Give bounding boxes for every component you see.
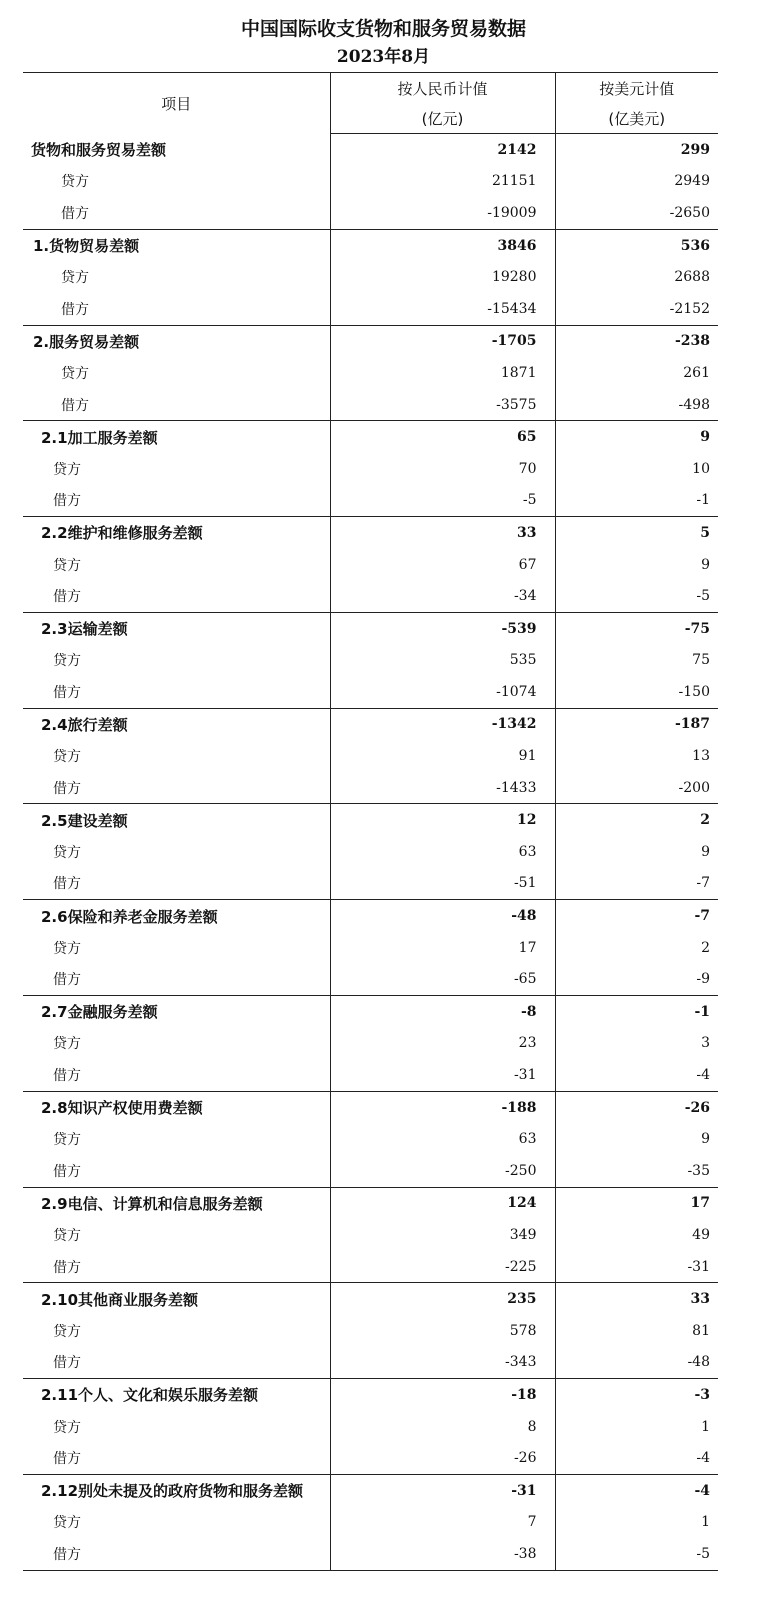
row-label: 2.3运输差额 [23, 612, 330, 644]
rmb-value: 19280 [330, 261, 555, 293]
rmb-value: -8 [330, 996, 555, 1028]
table-row-total [23, 612, 718, 644]
rmb-value: 67 [330, 549, 555, 581]
rmb-value: -18 [330, 1379, 555, 1411]
table-row-credit [23, 1315, 718, 1347]
usd-value: -9 [555, 963, 718, 995]
rmb-value: 535 [330, 645, 555, 677]
table-row-total [23, 1283, 718, 1315]
rmb-value: 578 [330, 1315, 555, 1347]
rmb-value: -48 [330, 900, 555, 932]
row-label: 贷方 [23, 1507, 330, 1539]
row-label: 借方 [23, 1442, 330, 1474]
row-label: 借方 [23, 293, 330, 325]
rmb-value: 124 [330, 1187, 555, 1219]
row-label: 2.6保险和养老金服务差额 [23, 900, 330, 932]
row-label: 贷方 [23, 1411, 330, 1443]
row-label: 借方 [23, 485, 330, 517]
row-label: 1.货物贸易差额 [23, 229, 330, 261]
row-label: 2.11个人、文化和娱乐服务差额 [23, 1379, 330, 1411]
row-label: 2.2维护和维修服务差额 [23, 517, 330, 549]
rmb-value: 8 [330, 1411, 555, 1443]
usd-value: -5 [555, 580, 718, 612]
table-row-total [23, 421, 718, 453]
usd-value: 2 [701, 939, 710, 956]
table-row-credit [23, 836, 718, 868]
usd-value: 1 [701, 1418, 710, 1435]
table-row-debit [23, 293, 718, 325]
rmb-value: -31 [330, 1059, 555, 1091]
rmb-value: 349 [330, 1219, 555, 1251]
usd-value: -26 [684, 1099, 710, 1116]
table-row-debit [23, 1059, 718, 1091]
usd-value: 75 [692, 652, 710, 669]
rmb-value: -3575 [330, 389, 555, 421]
table-row-debit [23, 485, 718, 517]
usd-value: 13 [692, 748, 710, 765]
rmb-value: -65 [330, 963, 555, 995]
rmb-value: -343 [330, 1347, 555, 1379]
table-row-debit [23, 1251, 718, 1283]
rmb-value: -1433 [330, 772, 555, 804]
usd-value: -7 [555, 868, 718, 900]
usd-value: -4 [555, 1442, 718, 1474]
table-row-total [23, 996, 718, 1028]
table-row-total [23, 325, 718, 357]
usd-value: -1 [555, 485, 718, 517]
table-row-debit [23, 963, 718, 995]
rmb-value: 91 [330, 740, 555, 772]
row-label: 贷方 [23, 1219, 330, 1251]
rmb-value: -539 [330, 612, 555, 644]
row-label: 贷方 [23, 740, 330, 772]
table-row-credit [23, 740, 718, 772]
table-row-total [23, 804, 718, 836]
rmb-value: 65 [330, 421, 555, 453]
rmb-value: 63 [330, 836, 555, 868]
usd-value: 2688 [674, 269, 710, 286]
header-usd: 按美元计值 [555, 73, 718, 104]
table-row-credit [23, 166, 718, 198]
usd-value: 49 [692, 1226, 710, 1243]
row-label: 2.1加工服务差额 [23, 421, 330, 453]
usd-value: 2 [700, 812, 710, 829]
row-label: 贷方 [23, 166, 330, 198]
row-label: 借方 [23, 868, 330, 900]
row-label: 2.9电信、计算机和信息服务差额 [23, 1187, 330, 1219]
header-rmb-unit: (亿元) [330, 103, 555, 134]
rmb-value: -19009 [330, 197, 555, 229]
table-row-credit [23, 645, 718, 677]
row-label: 贷方 [23, 1315, 330, 1347]
document-subtitle: 2023年8月 [336, 47, 431, 67]
rmb-value: -51 [330, 868, 555, 900]
row-label: 借方 [23, 1155, 330, 1187]
rmb-value: -31 [330, 1474, 555, 1506]
rmb-value: 3846 [330, 229, 555, 261]
table-row-debit [23, 197, 718, 229]
table-row-credit [23, 1028, 718, 1060]
table-row-debit [23, 1538, 718, 1570]
table-row-debit [23, 772, 718, 804]
table-row-total [23, 1091, 718, 1123]
table-row-credit [23, 549, 718, 581]
usd-value: -2650 [555, 197, 718, 229]
rmb-value: 7 [330, 1507, 555, 1539]
document-title: 中国国际收支货物和服务贸易数据 [240, 18, 526, 40]
rmb-value: 12 [330, 804, 555, 836]
table-row-debit [23, 676, 718, 708]
row-label: 借方 [23, 1347, 330, 1379]
usd-value: -35 [555, 1155, 718, 1187]
table-row-credit [23, 1219, 718, 1251]
usd-value: -200 [555, 772, 718, 804]
usd-value: -48 [555, 1347, 718, 1379]
usd-value: -7 [694, 908, 710, 925]
usd-value: -187 [674, 716, 710, 733]
row-label: 贷方 [23, 1028, 330, 1060]
usd-value: -4 [555, 1059, 718, 1091]
row-label: 2.10其他商业服务差额 [23, 1283, 330, 1315]
row-label: 借方 [23, 963, 330, 995]
row-label: 2.8知识产权使用费差额 [23, 1091, 330, 1123]
rmb-value: 2142 [330, 134, 555, 166]
usd-value: 10 [692, 460, 710, 477]
table-row-total [23, 517, 718, 549]
row-label: 2.12别处未提及的政府货物和服务差额 [23, 1474, 330, 1506]
row-label: 贷方 [23, 932, 330, 964]
row-label: 借方 [23, 1251, 330, 1283]
rmb-value: 33 [330, 517, 555, 549]
row-label: 借方 [23, 580, 330, 612]
row-label: 借方 [23, 1538, 330, 1570]
usd-value: -150 [555, 676, 718, 708]
table-row-total [23, 1474, 718, 1506]
usd-value: 9 [701, 1131, 710, 1148]
usd-value: 9 [701, 556, 710, 573]
row-label: 2.7金融服务差额 [23, 996, 330, 1028]
usd-value: -2152 [555, 293, 718, 325]
rmb-value: -1074 [330, 676, 555, 708]
row-label: 借方 [23, 197, 330, 229]
row-label: 贷方 [23, 836, 330, 868]
row-label: 借方 [23, 1059, 330, 1091]
row-label: 借方 [23, 772, 330, 804]
rmb-value: 1871 [330, 357, 555, 389]
row-label: 贷方 [23, 357, 330, 389]
rmb-value: -225 [330, 1251, 555, 1283]
usd-value: -31 [555, 1251, 718, 1283]
table-row-total [23, 134, 718, 166]
rmb-value: -38 [330, 1538, 555, 1570]
table-row-total [23, 708, 718, 740]
usd-value: 9 [700, 429, 710, 446]
row-label: 借方 [23, 676, 330, 708]
rmb-value: -26 [330, 1442, 555, 1474]
row-label: 2.4旅行差额 [23, 708, 330, 740]
usd-value: 5 [700, 524, 710, 541]
rmb-value: 23 [330, 1028, 555, 1060]
usd-value: -75 [684, 620, 710, 637]
rmb-value: -15434 [330, 293, 555, 325]
table-row-credit [23, 1123, 718, 1155]
rmb-value: 235 [330, 1283, 555, 1315]
usd-value: 9 [701, 843, 710, 860]
rmb-value: 70 [330, 453, 555, 485]
usd-value: 3 [701, 1035, 710, 1052]
table-row-debit [23, 580, 718, 612]
usd-value: 17 [690, 1195, 710, 1212]
rmb-value: 21151 [330, 166, 555, 198]
table-row-credit [23, 357, 718, 389]
usd-value: 1 [701, 1514, 710, 1531]
table-row-credit [23, 261, 718, 293]
row-label: 2.服务贸易差额 [23, 325, 330, 357]
table-row-credit [23, 453, 718, 485]
table-row-total [23, 1379, 718, 1411]
usd-value: -5 [555, 1538, 718, 1570]
table-row-debit [23, 868, 718, 900]
table-row-total [23, 900, 718, 932]
usd-value: 2949 [674, 173, 710, 190]
header-usd-unit: (亿美元) [555, 103, 718, 134]
header-rmb: 按人民币计值 [330, 73, 555, 104]
rmb-value: -250 [330, 1155, 555, 1187]
header-item: 项目 [23, 73, 330, 134]
usd-value: 261 [683, 364, 710, 381]
rmb-value: -34 [330, 580, 555, 612]
rmb-value: -188 [330, 1091, 555, 1123]
table-row-credit [23, 932, 718, 964]
table-row-debit [23, 1155, 718, 1187]
usd-value: 536 [680, 237, 710, 254]
row-label: 借方 [23, 389, 330, 421]
usd-value: -3 [694, 1386, 710, 1403]
row-label: 贷方 [23, 261, 330, 293]
row-label: 贷方 [23, 645, 330, 677]
table-row-credit [23, 1411, 718, 1443]
trade-data-table [23, 72, 718, 1571]
usd-value: 81 [692, 1322, 710, 1339]
table-row-total [23, 229, 718, 261]
table-row-debit [23, 1347, 718, 1379]
usd-value: -1 [694, 1003, 710, 1020]
table-body [23, 134, 718, 1571]
rmb-value: -1705 [330, 325, 555, 357]
row-label: 货物和服务贸易差额 [23, 134, 330, 166]
usd-value: -4 [694, 1482, 710, 1499]
table-row-debit [23, 1442, 718, 1474]
table-row-total [23, 1187, 718, 1219]
rmb-value: -5 [330, 485, 555, 517]
usd-value: -498 [555, 389, 718, 421]
table-header-row [23, 73, 718, 104]
rmb-value: 63 [330, 1123, 555, 1155]
table-row-credit [23, 1507, 718, 1539]
rmb-value: 17 [330, 932, 555, 964]
table-row-debit [23, 389, 718, 421]
usd-value: 299 [680, 141, 710, 158]
usd-value: 33 [690, 1291, 710, 1308]
row-label: 贷方 [23, 1123, 330, 1155]
row-label: 贷方 [23, 549, 330, 581]
row-label: 贷方 [23, 453, 330, 485]
usd-value: -238 [674, 333, 710, 350]
row-label: 2.5建设差额 [23, 804, 330, 836]
rmb-value: -1342 [330, 708, 555, 740]
